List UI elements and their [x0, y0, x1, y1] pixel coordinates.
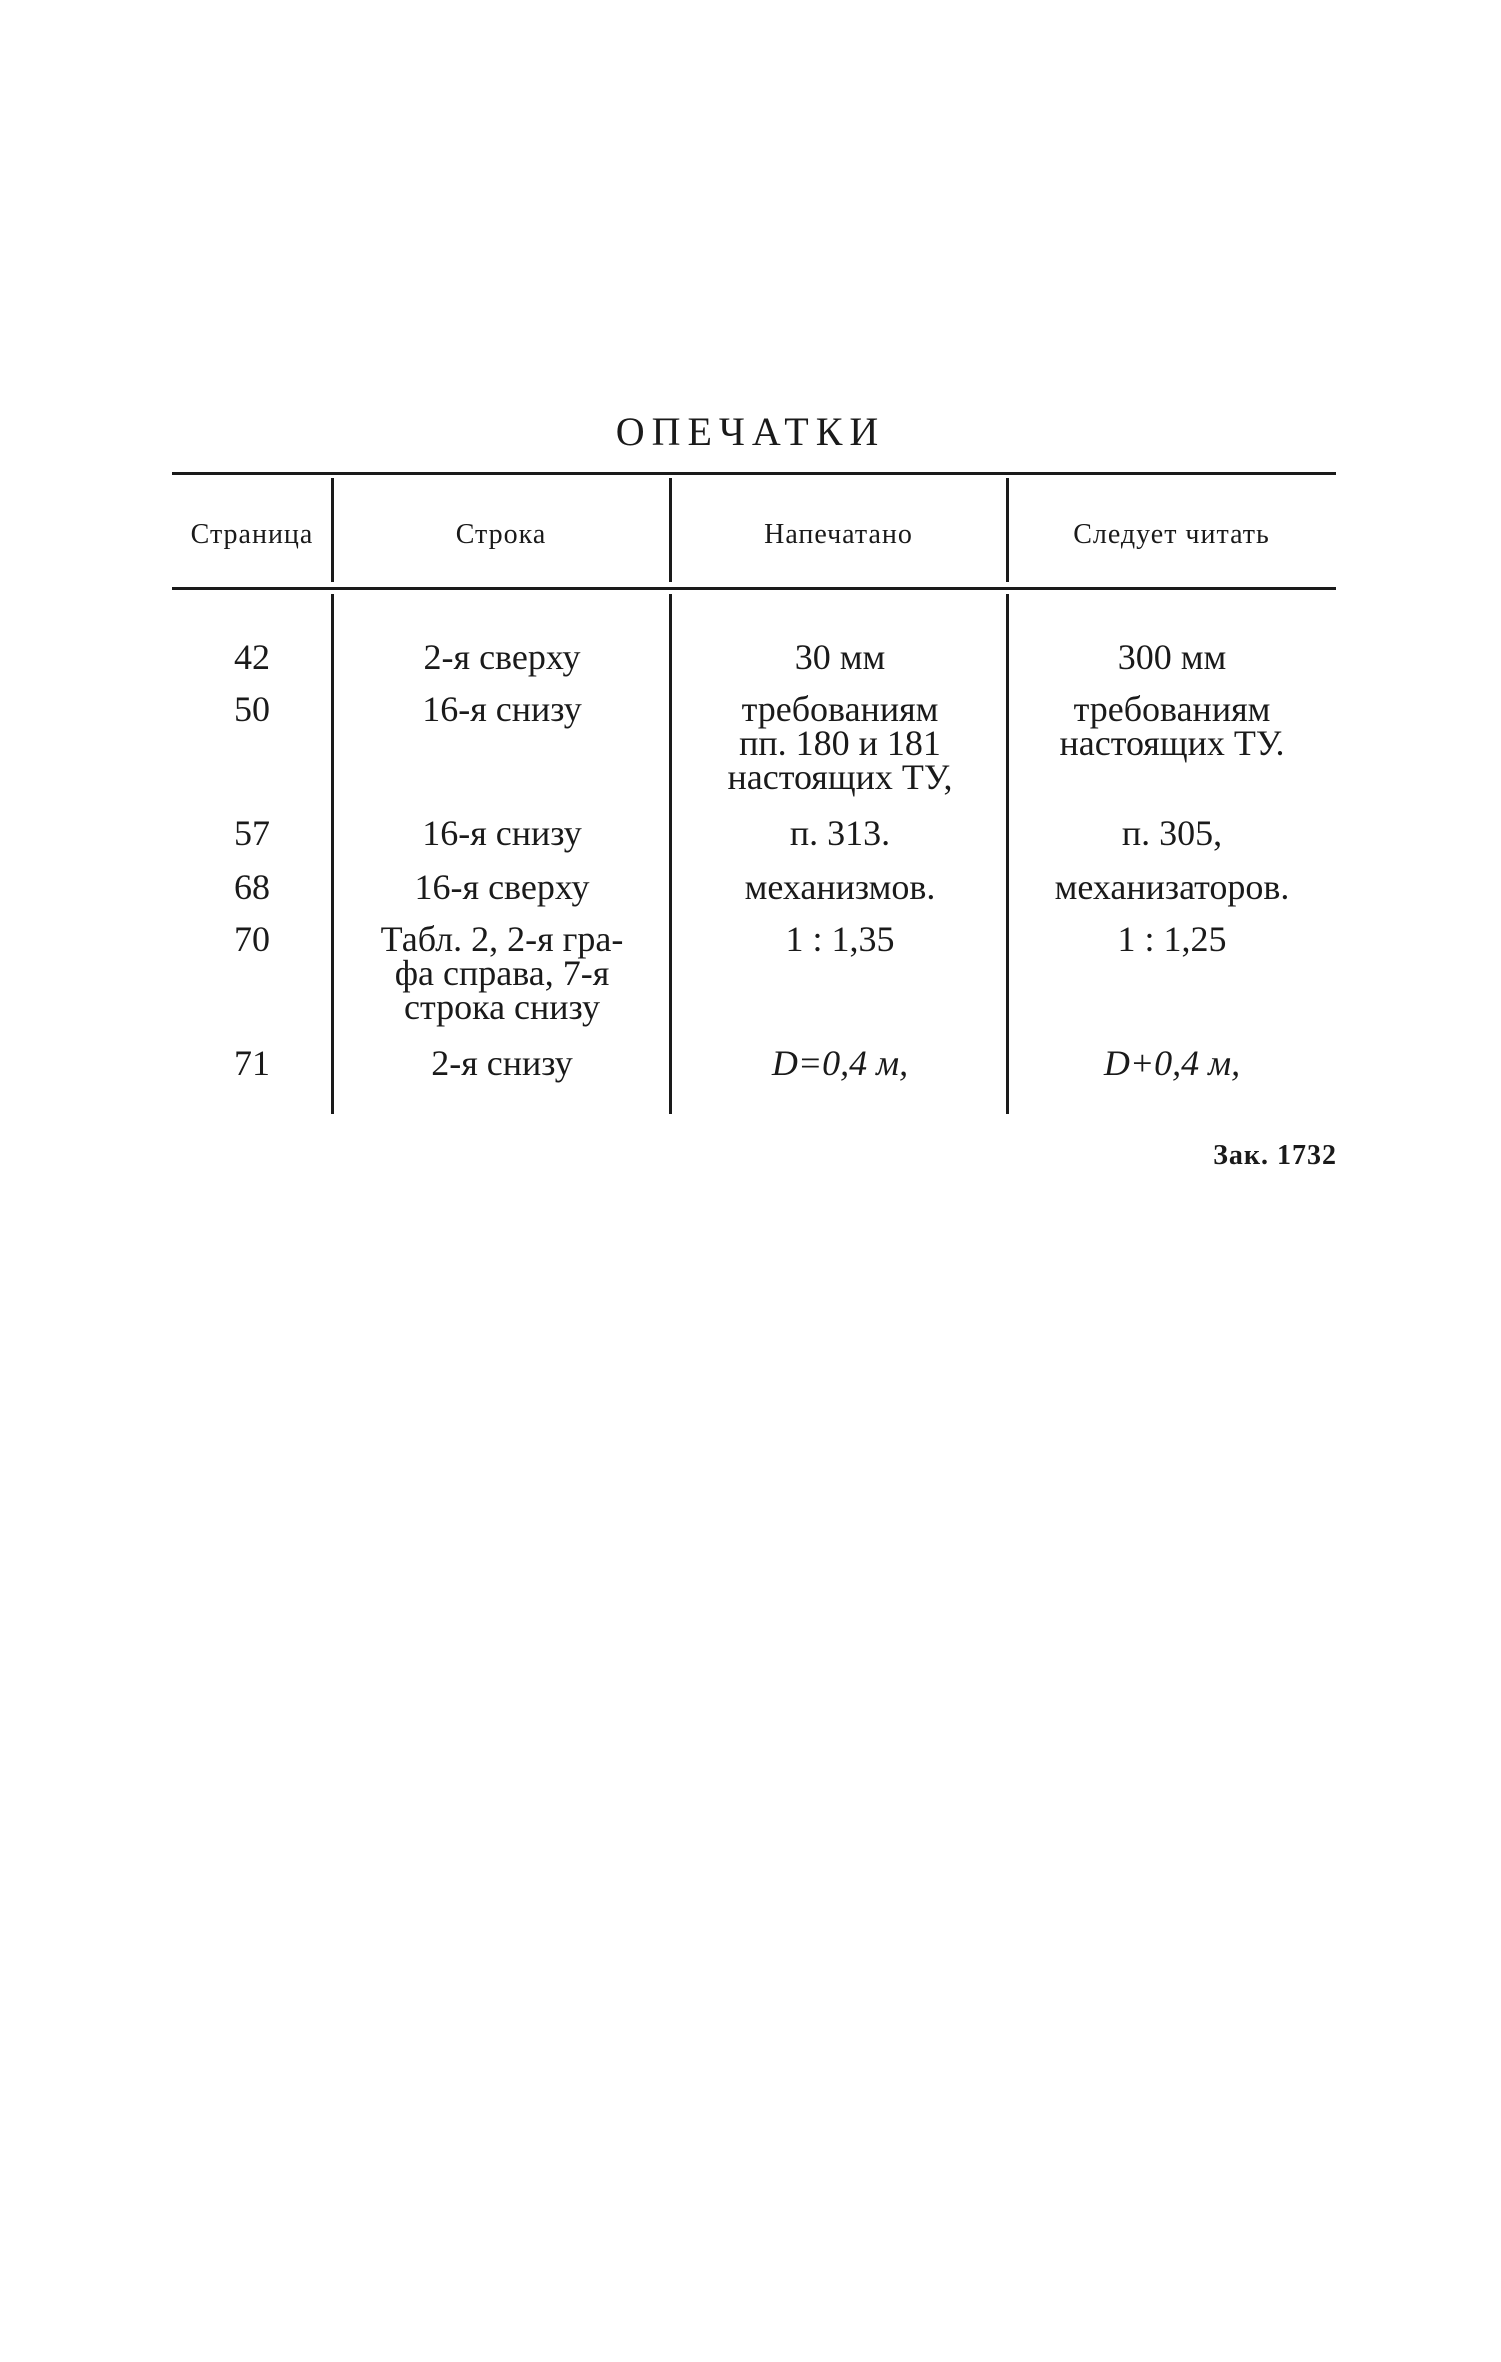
cell-page: 57: [234, 813, 270, 853]
cell-page: 68: [234, 867, 270, 907]
cell-printed: требованиям пп. 180 и 181 настоящих ТУ,: [727, 689, 953, 797]
cell-correct: п. 305,: [1121, 813, 1223, 853]
cell-printed: D=0,4 м,: [771, 1043, 909, 1083]
header-correct: Следует читать: [1073, 519, 1270, 550]
page-title: ОПЕЧАТКИ: [615, 409, 886, 454]
cell-line: 2-я сверху: [423, 637, 581, 677]
cell-correct: требованиям настоящих ТУ.: [1059, 689, 1285, 763]
cell-correct: 300 мм: [1117, 637, 1227, 677]
cell-line: 2-я снизу: [431, 1043, 573, 1083]
cell-line: 16-я снизу: [422, 689, 582, 729]
cell-printed: 30 мм: [794, 637, 886, 677]
cell-page: 42: [234, 637, 270, 677]
header-page: Страница: [190, 519, 314, 550]
cell-correct: 1 : 1,25: [1117, 919, 1227, 959]
cell-page: 71: [234, 1043, 270, 1083]
cell-line: 16-я сверху: [414, 867, 590, 907]
order-number: Зак. 1732: [1213, 1140, 1337, 1171]
cell-correct: механизаторов.: [1054, 867, 1290, 907]
cell-printed: п. 313.: [789, 813, 891, 853]
cell-line: 16-я снизу: [422, 813, 582, 853]
cell-printed: 1 : 1,35: [785, 919, 895, 959]
cell-line: Табл. 2, 2-я гра- фа справа, 7-я строка снизу: [380, 919, 624, 1027]
cell-printed: механизмов.: [744, 867, 936, 907]
cell-correct: D+0,4 м,: [1103, 1043, 1241, 1083]
header-line: Строка: [455, 519, 547, 550]
table-header-rule: [172, 587, 1336, 590]
header-printed: Напечатано: [764, 519, 913, 550]
cell-page: 50: [234, 689, 270, 729]
table-top-rule: [172, 472, 1336, 475]
cell-page: 70: [234, 919, 270, 959]
